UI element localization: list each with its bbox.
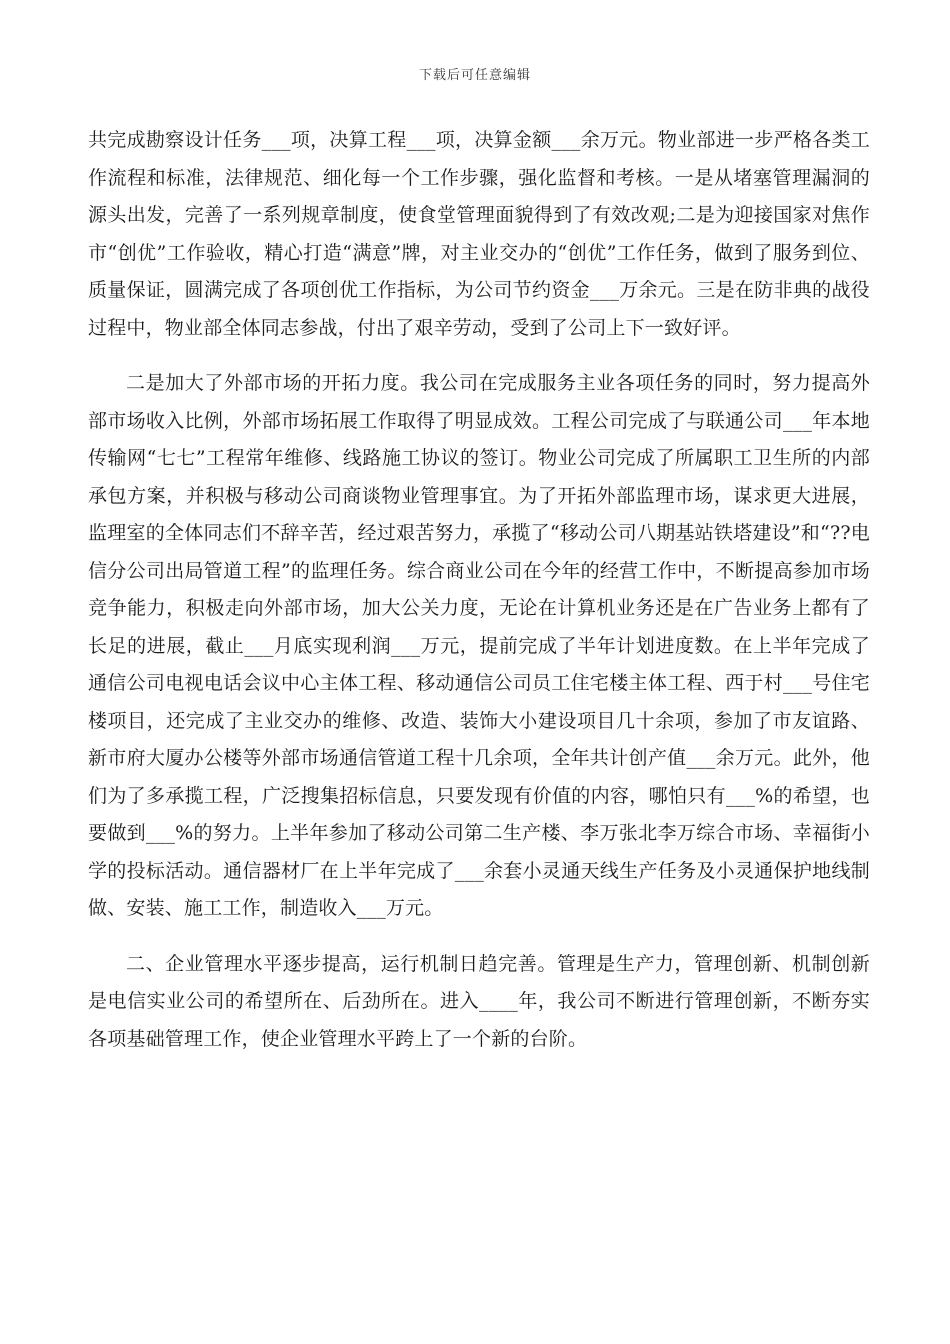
paragraph-2: 二是加大了外部市场的开拓力度。我公司在完成服务主业各项任务的同时，努力提高外部市场收入比例，外部市场拓展工作取得了明显成效。工程公司完成了与联通公司___年本地传输网“七七”工程常年维修、线路施工协议的签订。物业公司完成了所属职工卫生所的内部承包方案，并积极与移动公司商谈物业管理事宜。为了开拓外部监理市场，谋求更大进展，监理室的全体同志们不辞辛苦，经过艰苦努力，承揽了“移动公司八期基站铁塔建设”和“??电信分公司出局管道工程”的监理任务。综合商业公司在今年的经营工作中，不断提高参加市场竞争能力，积极走向外部市场，加大公关力度，无论在计算机业务还是在广告业务上都有了长足的进展，截止___月底实现利润___万元，提前完成了半年计划进度数。在上半年完成了通信公司电视电话会议中心主体工程、移动通信公司员工住宅楼主体工程、西于村___号住宅楼项目，还完成了主业交办的维修、改造、装饰大小建设项目几十余项，参加了市友谊路、新市府大厦办公楼等外部市场通信管道工程十几余项，全年共计创产值___余万元。此外，他们为了多承揽工程，广泛搜集招标信息，只要发现有价值的内容，哪怕只有___%的希望，也要做到___%的努力。上半年参加了移动公司第二生产楼、李万张北李万综合市场、幸福街小学的投标活动。通信器材厂在上半年完成了___余套小灵通天线生产任务及小灵通保护地线制做、安装、施工工作，制造收入___万元。: [88, 372, 870, 919]
page-header: 下载后可任意编辑: [418, 68, 531, 83]
paragraph-1: 共完成勘察设计任务___项，决算工程___项，决算金额___余万元。物业部进一步严格各类工作流程和标准，法律规范、细化每一个工作步骤，强化监督和考核。一是从堵塞管理漏洞的源头出发，完善了一系列规章制度，使食堂管理面貌得到了有效改观;二是为迎接国家对焦作市“创优”工作验收，精心打造“满意”牌，对主业交办的“创优”工作任务，做到了服务到位、质量保证，圆满完成了各项创优工作指标，为公司节约资金___万余元。三是在防非典的战役过程中，物业部全体同志参战，付出了艰辛劳动，受到了公司上下一致好评。: [88, 129, 870, 339]
paragraph-3: 二、企业管理水平逐步提高，运行机制日趋完善。管理是生产力，管理创新、机制创新是电信实业公司的希望所在、后劲所在。进入____年，我公司不断进行管理创新，不断夯实各项基础管理工作，使企业管理水平跨上了一个新的台阶。: [88, 952, 870, 1050]
paragraph-gap: [88, 347, 870, 365]
paragraph-gap: [88, 928, 870, 946]
document-body: [88, 122, 870, 1058]
